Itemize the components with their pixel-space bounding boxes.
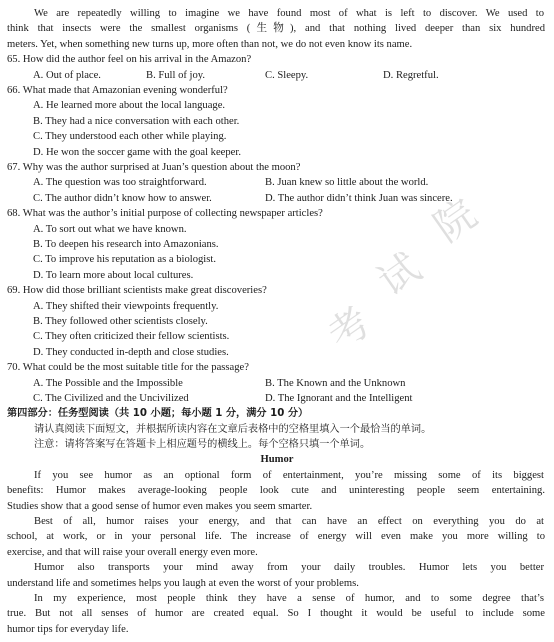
question-stem-68: 68. What was the author’s initial purpose of collecting newspaper articles?: [7, 208, 323, 219]
passage-line: think that insects were the smallest organisms (生物), and that nothing lived deeper than six hundred: [7, 23, 545, 34]
option-b: B. Juan knew so little about the world.: [265, 177, 429, 188]
option-b: B. The Known and the Unknown: [265, 378, 406, 389]
option-a: A. The Possible and the Impossible: [33, 378, 183, 389]
watermark-char: 试: [370, 244, 430, 306]
option-a: A. Out of place.: [33, 70, 101, 81]
article-line: understand life and sometimes helps you laugh at even the worst of your problems.: [7, 578, 359, 589]
option-a: A. The question was too straightforward.: [33, 177, 207, 188]
article-title: Humor: [260, 454, 294, 465]
option-d: D. Regretful.: [383, 70, 439, 81]
option-c: C. They often criticized their fellow scientists.: [33, 331, 230, 342]
article-line: exercise, and that will raise your overall energy even more.: [7, 547, 258, 558]
article-line: Humor also transports your mind away from your daily troubles. Humor lets you better: [34, 562, 544, 573]
article-line: benefits: Humor makes average-looking people look cute and uninteresting people seem entertaining.: [7, 485, 545, 496]
article-line: In my experience, most people think they have a sense of humor, and to some degree that’s: [34, 593, 544, 604]
option-a: A. To sort out what we have known.: [33, 224, 187, 235]
section-note: 注意：请将答案写在答题卡上相应题号的横线上。每个空格只填一个单词。: [34, 439, 371, 450]
option-c: C. They understood each other while playing.: [33, 131, 227, 142]
question-stem-69: 69. How did those brilliant scientists make great discoveries?: [7, 285, 267, 296]
option-d: D. To learn more about local cultures.: [33, 270, 194, 281]
passage-line: We are repeatedly willing to imagine we have found most of what is left to discover. We used to: [34, 8, 544, 19]
option-b: B. Full of joy.: [146, 70, 206, 81]
article-line: Studies show that a good sense of humor even makes you seem smarter.: [7, 501, 313, 512]
option-b: B. To deepen his research into Amazonians.: [33, 239, 219, 250]
option-c: C. The Civilized and the Uncivilized: [33, 393, 189, 404]
option-c: C. To improve his reputation as a biologist.: [33, 254, 216, 265]
option-a: A. They shifted their viewpoints frequently.: [33, 301, 219, 312]
passage-line: meters. Yet, when something new turns up, more often than not, we do not even know its name.: [7, 39, 413, 50]
question-stem-66: 66. What made that Amazonian evening wonderful?: [7, 85, 228, 96]
option-c: C. The author didn’t know how to answer.: [33, 193, 212, 204]
option-a: A. He learned more about the local language.: [33, 100, 226, 111]
article-line: humor tips for everyday life.: [7, 624, 129, 635]
article-line: If you see humor as an optional form of entertainment, you’re missing some of its biggest: [34, 470, 544, 481]
option-c: C. Sleepy.: [265, 70, 309, 81]
option-d: D. They conducted in-depth and close studies.: [33, 347, 229, 358]
section-instruction: 请认真阅读下面短文，并根据所读内容在文章后表格中的空格里填入一个最恰当的单词。: [34, 424, 432, 435]
option-d: D. The Ignorant and the Intelligent: [265, 393, 413, 404]
article-line: Best of all, humor raises your energy, and that can have an effect on everything you do at: [34, 516, 544, 527]
watermark-char: 院: [426, 190, 486, 252]
option-d: D. The author didn’t think Juan was sincere.: [265, 193, 453, 204]
question-stem-67: 67. Why was the author surprised at Juan’s question about the moon?: [7, 162, 301, 173]
question-stem-70: 70. What could be the most suitable title for the passage?: [7, 362, 249, 373]
question-stem-65: 65. How did the author feel on his arrival in the Amazon?: [7, 54, 252, 65]
article-line: true. But not all senses of humor are created equal. So I thought it would be useful to include some: [7, 608, 545, 619]
option-d: D. He won the soccer game with the goal keeper.: [33, 147, 241, 158]
option-b: B. They followed other scientists closely.: [33, 316, 208, 327]
section-heading: 第四部分：任务型阅读（共 10 小题；每小题 1 分，满分 10 分）: [7, 408, 309, 419]
option-b: B. They had a nice conversation with each other.: [33, 116, 240, 127]
watermark-char: 考: [320, 298, 380, 360]
article-line: school, at work, or in your personal life. The increase of energy will even make you more willing to: [7, 531, 545, 542]
